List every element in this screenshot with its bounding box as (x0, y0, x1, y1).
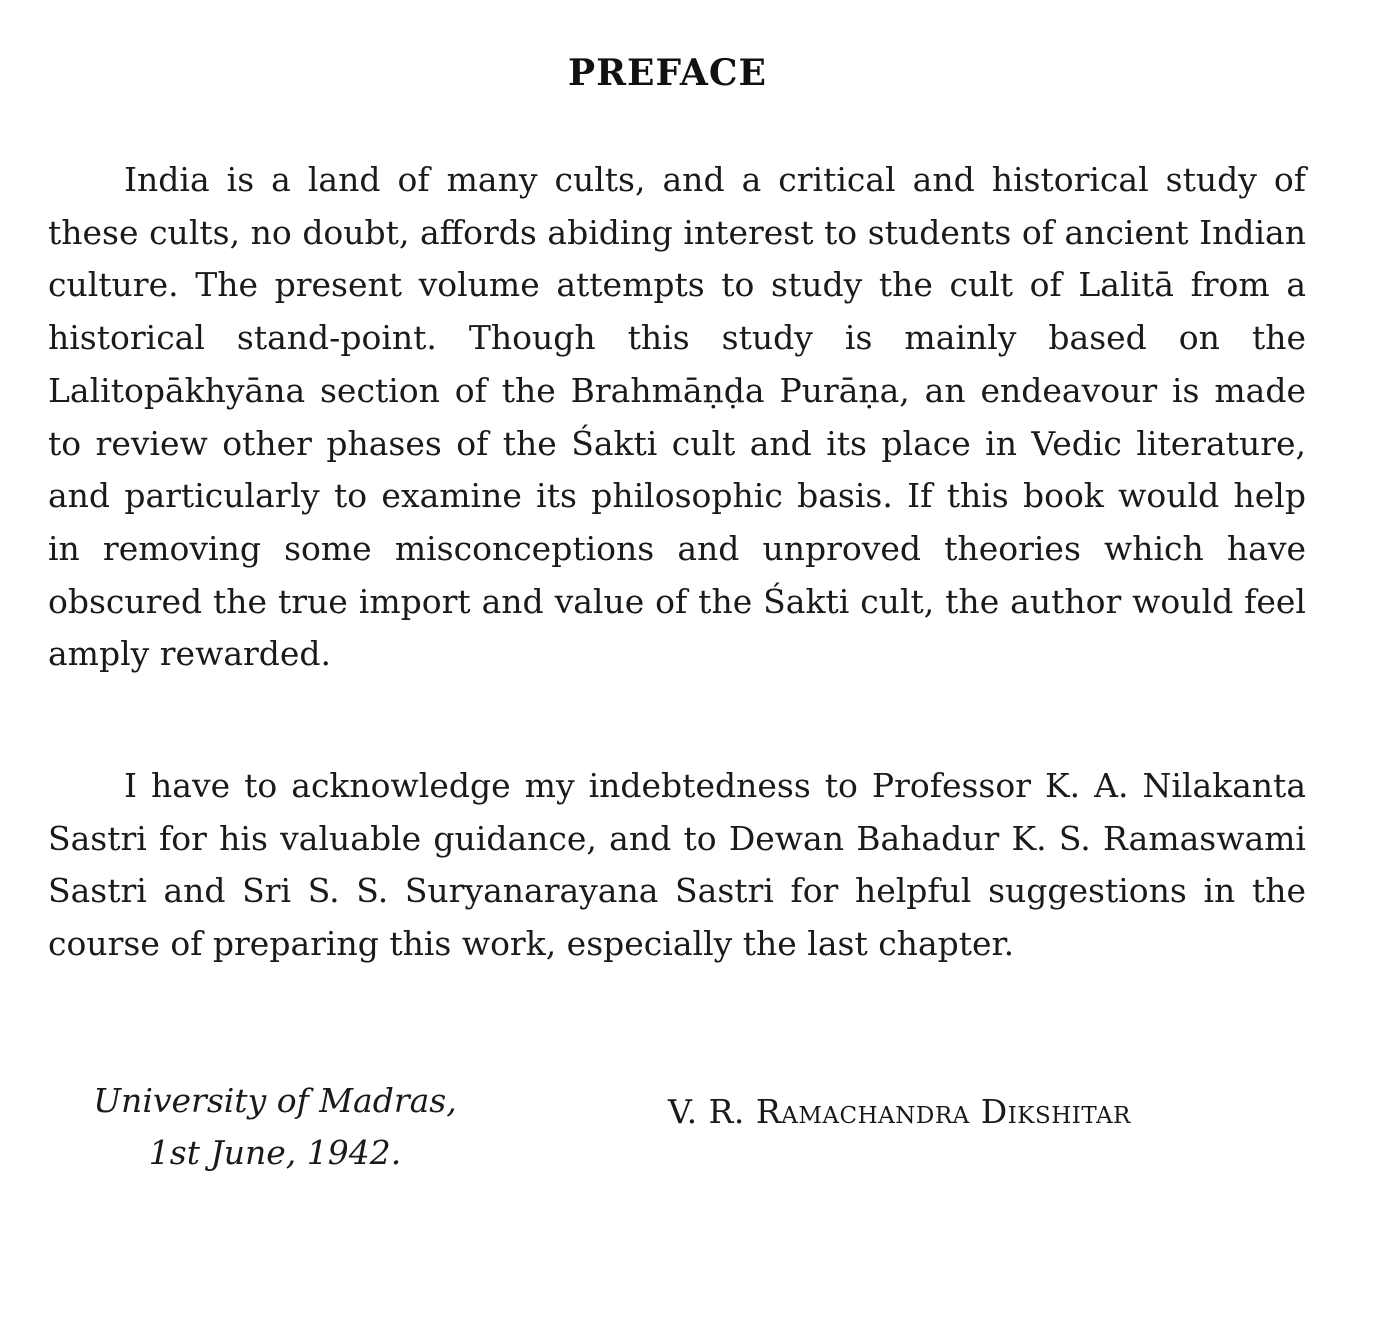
author-signature: V. R. Ramachandra Dikshitar (668, 1092, 1131, 1131)
page-title: PREFACE (568, 52, 767, 94)
date-line: 1st June, 1942. (148, 1133, 402, 1172)
preface-paragraph-2: I have to acknowledge my indebtedness to Professor K. A. Nilakanta Sastri for his valuable guidance, and to Dewan Bahadur K. S. Ramaswami Sastri and Sri S. S. Suryanarayana Sastri for helpful suggestions in the course of preparing this work, especially the last chapter. (48, 766, 1306, 964)
place-and-date (60, 1075, 490, 1179)
preface-paragraph-1: India is a land of many cults, and a critical and historical study of these cults, no doubt, affords abiding interest to students of ancient Indian culture. The present volume attempts to study the cult of Lalitā from a historical stand-point. Though this study is mainly based on the Lalitopākhyāna section of the Brahmāṇḍa Purāṇa, an endeavour is made to review other phases of the Śakti cult and its place in Vedic literature, and particularly to examine its philosophic basis. If this book would help in removing some misconceptions and unproved theories which have obscured the true import and value of the Śakti cult, the author would feel amply rewarded. (48, 160, 1306, 674)
place-line: University of Madras, (93, 1081, 457, 1120)
